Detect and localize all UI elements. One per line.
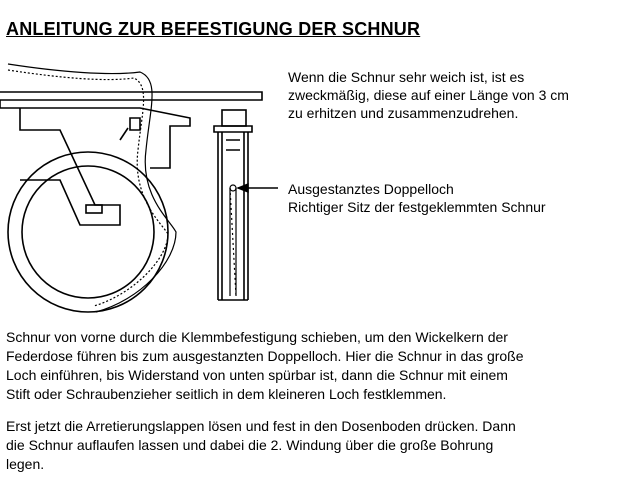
bracket [0, 100, 190, 168]
arrow-to-hole [238, 184, 278, 192]
drum-outer [8, 152, 168, 312]
drum-inner [22, 166, 154, 298]
paragraph-line: legen. [6, 456, 45, 472]
note-double-hole [288, 180, 546, 216]
cord-front [230, 185, 236, 296]
paragraph-instructions-2 [6, 417, 612, 474]
note-line: zweckmäßig, diese auf einer Länge von 3 cm [288, 87, 569, 103]
note-heat-treatment [288, 68, 569, 122]
paragraph-instructions-1 [6, 328, 612, 404]
note-line: Ausgestanztes Doppelloch [288, 181, 454, 197]
spring-box-front-view [214, 110, 252, 300]
cord-side [8, 64, 176, 312]
document-title: ANLEITUNG ZUR BEFESTIGUNG DER SCHNUR [6, 19, 421, 39]
paragraph-line: Federdose führen bis zum ausgestanzten Doppelloch. Hier die Schnur in das große [6, 348, 524, 364]
paragraph-line: Erst jetzt die Arretierungslappen lösen und fest in den Dosenboden drücken. Dann [6, 418, 516, 434]
note-line: Richtiger Sitz der festgeklemmten Schnur [288, 199, 546, 215]
clip [86, 205, 102, 213]
mounting-plate [0, 92, 262, 100]
paragraph-line: die Schnur auflaufen lassen und dabei die 2. Windung über die große Bohrung [6, 437, 494, 453]
note-line: zu erhitzen und zusammenzudrehen. [288, 105, 519, 121]
paragraph-line: Schnur von vorne durch die Klemmbefestigung schieben, um den Wickelkern der [6, 329, 508, 345]
note-line: Wenn die Schnur sehr weich ist, ist es [288, 69, 525, 85]
paragraph-line: Loch einführen, bis Widerstand von unten spürbar ist, dann die Schnur mit einem [6, 367, 508, 383]
paragraph-line: Stift oder Schraubenzieher seitlich in dem kleineren Loch festklemmen. [6, 386, 447, 402]
